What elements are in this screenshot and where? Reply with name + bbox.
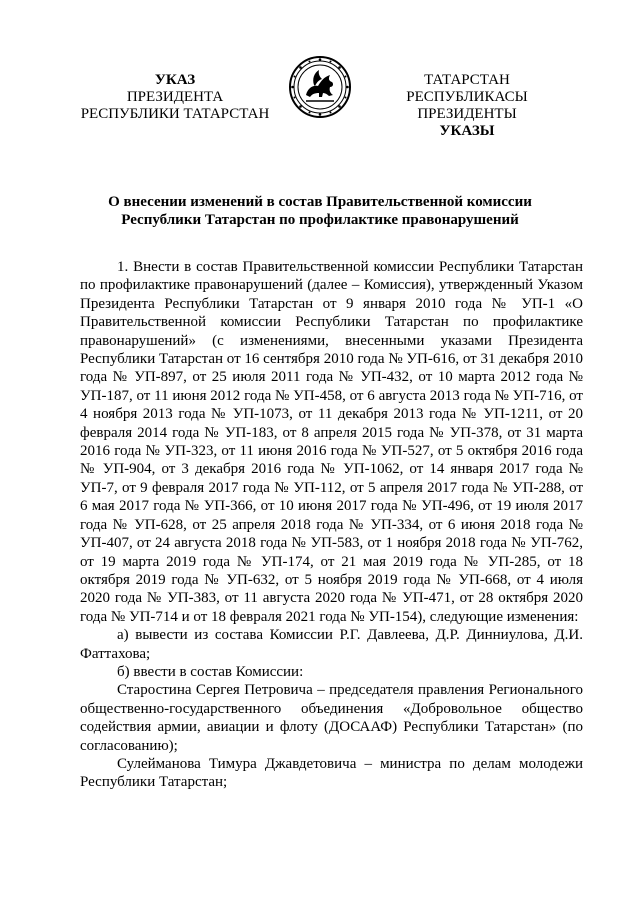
header-left-line-1: УКАЗ	[154, 72, 196, 88]
header-right-line-2: ПРЕЗИДЕНТЫ	[417, 106, 517, 122]
decree-title	[80, 193, 560, 229]
header-right-line-3: УКАЗЫ	[439, 123, 495, 139]
coat-of-arms-icon	[288, 55, 352, 119]
decree-body	[80, 258, 583, 792]
paragraph-member-suleymanov: Сулейманова Тимура Джавдетовича – министра по делам молодежи Республики Татарстан;	[80, 755, 583, 791]
header-tatar	[362, 72, 572, 140]
paragraph-item-a: а) вывести из состава Комиссии Р.Г. Давлеева, Д.Р. Динниулова, Д.И. Фаттахова;	[80, 627, 583, 662]
header-right-line-1: ТАТАРСТАН РЕСПУБЛИКАСЫ	[406, 72, 528, 105]
header-left-line-3: РЕСПУБЛИКИ ТАТАРСТАН	[80, 106, 270, 122]
header-russian	[70, 72, 280, 123]
header-left-line-2: ПРЕЗИДЕНТА	[126, 89, 224, 105]
paragraph-item-b: б) ввести в состав Комиссии:	[117, 663, 304, 680]
title-line-1: О внесении изменений в состав Правительственной комиссии	[108, 194, 532, 210]
title-line-2: Республики Татарстан по профилактике правонарушений	[121, 212, 519, 228]
paragraph-item-1: 1. Внести в состав Правительственной комиссии Республики Татарстан по профилактике правонарушений (далее – Комиссия), утвержденный Указом Президента Республики Татарстан от 9 января 2010 года № УП-1 «О Правительственной комиссии Республики Татарстан по профилактике правонарушений» (с изменениями, внесенными указами Президента Республики Татарстан от 16 сентября 2010 года № УП-616, от 31 декабря 2010 года № УП-897, от 25 июля 2011 года № УП-432, от 10 марта 2012 года № УП-187, от 11 июня 2012 года № УП-458, от 6 августа 2013 года № УП-716, от 4 ноября 2013 года № УП-1073, от 11 декабря 2013 года № УП-1211, от 20 февраля 2014 года № УП-183, от 8 апреля 2015 года № УП-378, от 31 марта 2016 года № УП-323, от 11 июня 2016 года № УП-527, от 5 октября 2016 года № УП-904, от 3 декабря 2016 года № УП-1062, от 14 января 2017 года № УП-7, от 9 февраля 2017 года № УП-112, от 5 апреля 2017 года № УП-288, от 6 мая 2017 года № УП-366, от 10 июня 2017 года № УП-496, от 19 июля 2017 года № УП-628, от 25 апреля 2018 года № УП-334, от 6 июня 2018 года № УП-407, от 24 августа 2018 года № УП-583, от 1 ноября 2018 года № УП-762, от 19 марта 2019 года № УП-174, от 21 мая 2019 года № УП-285, от 18 октября 2019 года № УП-632, от 5 ноября 2019 года № УП-668, от 4 июля 2020 года № УП-383, от 11 августа 2020 года № УП-471, от 28 октября 2020 года № УП-714 и от 18 февраля 2021 года № УП-154), следующие изменения:	[80, 259, 583, 625]
paragraph-member-starostin: Старостина Сергея Петровича – председателя правления Регионального общественно-государственного объединения «Добровольное общество содействия армии, авиации и флоту (ДОСААФ) Республики Татарстан» (по согласованию);	[80, 682, 583, 754]
